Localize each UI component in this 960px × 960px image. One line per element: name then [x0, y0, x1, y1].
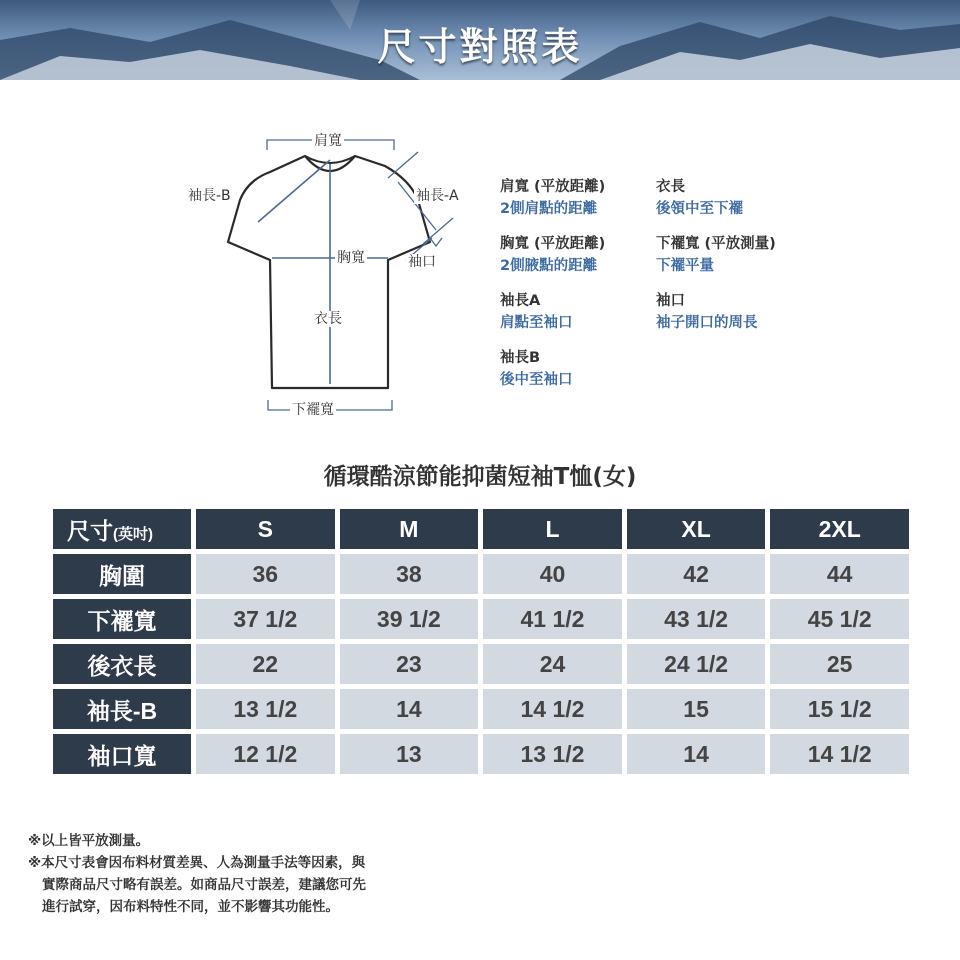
table-row [53, 554, 909, 594]
footnotes [28, 830, 498, 918]
table-cell: 13 [340, 734, 479, 774]
legend-sleeve-b [500, 347, 650, 391]
row-label: 下襬寬 [53, 599, 191, 639]
label-length: 衣長 [314, 311, 342, 327]
corner-unit: (英吋) [113, 525, 153, 543]
legend-term: 下襬寬 (平放測量) [656, 236, 776, 252]
label-hem: 下襬寬 [292, 402, 334, 418]
table-cell: 45 1/2 [770, 599, 909, 639]
legend-cuff [656, 290, 826, 334]
table-cell: 36 [196, 554, 335, 594]
size-header: M [340, 509, 479, 549]
legend-desc: 2側腋點的距離 [500, 258, 598, 274]
note-line: 進行試穿，因布料特性不同，並不影響其功能性。 [42, 899, 339, 915]
table-cell: 14 1/2 [770, 734, 909, 774]
tshirt-icon [180, 120, 480, 430]
table-cell: 23 [340, 644, 479, 684]
legend-desc: 下襬平量 [656, 258, 714, 274]
table-cell: 22 [196, 644, 335, 684]
table-cell: 15 [627, 689, 766, 729]
legend-term: 衣長 [656, 179, 685, 195]
table-cell: 38 [340, 554, 479, 594]
legend-term: 袖長A [500, 293, 541, 309]
legend-term: 袖長B [500, 350, 541, 366]
header-banner [0, 0, 960, 80]
legend-desc: 肩點至袖口 [500, 315, 573, 331]
table-cell: 15 1/2 [770, 689, 909, 729]
table-cell: 41 1/2 [483, 599, 622, 639]
banner-title: 尺寸對照表 [377, 25, 583, 69]
note-line: 實際商品尺寸略有誤差。如商品尺寸誤差，建議您可先 [42, 877, 366, 893]
legend-desc: 袖子開口的周長 [656, 315, 758, 331]
legend-sleeve-a [500, 290, 650, 334]
table-row [53, 689, 909, 729]
legend-chest [500, 233, 660, 277]
product-title: 循環酷涼節能抑菌短袖T恤(女) [323, 464, 637, 490]
legend-shoulder [500, 176, 660, 220]
label-cuff: 袖口 [408, 254, 436, 270]
table-cell: 24 [483, 644, 622, 684]
table-header-row [53, 509, 909, 549]
row-label: 袖長-B [53, 689, 191, 729]
table-cell: 14 [340, 689, 479, 729]
row-label: 胸圍 [53, 554, 191, 594]
table-cell: 14 [627, 734, 766, 774]
table-cell: 39 1/2 [340, 599, 479, 639]
label-chest: 胸寬 [337, 250, 365, 266]
note-line: ※本尺寸表會因布料材質差異、人為測量手法等因素，與 [28, 855, 366, 871]
legend-term: 肩寬 (平放距離) [500, 179, 606, 195]
table-cell: 14 1/2 [483, 689, 622, 729]
corner-header [53, 509, 191, 549]
table-row [53, 734, 909, 774]
table-cell: 13 1/2 [196, 689, 335, 729]
size-header: S [196, 509, 335, 549]
tshirt-measurement-diagram [180, 120, 480, 430]
table-cell: 42 [627, 554, 766, 594]
label-shoulder: 肩寬 [314, 133, 342, 149]
legend-desc: 2側肩點的距離 [500, 201, 598, 217]
table-cell: 44 [770, 554, 909, 594]
legend-desc: 後領中至下襬 [656, 201, 743, 217]
legend-term: 袖口 [656, 293, 685, 309]
table-row [53, 644, 909, 684]
corner-label: 尺寸 [67, 517, 113, 544]
legend-term: 胸寬 (平放距離) [500, 236, 606, 252]
note-line: ※以上皆平放測量。 [28, 833, 150, 849]
size-header: L [483, 509, 622, 549]
legend-desc: 後中至袖口 [500, 372, 573, 388]
size-header: XL [627, 509, 766, 549]
label-sleeve-b: 袖長-B [188, 188, 231, 204]
table-cell: 37 1/2 [196, 599, 335, 639]
size-header: 2XL [770, 509, 909, 549]
legend-length [656, 176, 806, 220]
table-cell: 24 1/2 [627, 644, 766, 684]
size-chart-table [48, 504, 914, 779]
table-cell: 13 1/2 [483, 734, 622, 774]
legend-hem [656, 233, 826, 277]
row-label: 袖口寬 [53, 734, 191, 774]
table-cell: 25 [770, 644, 909, 684]
table-cell: 12 1/2 [196, 734, 335, 774]
row-label: 後衣長 [53, 644, 191, 684]
table-row [53, 599, 909, 639]
table-cell: 40 [483, 554, 622, 594]
label-sleeve-a: 袖長-A [416, 188, 459, 204]
table-cell: 43 1/2 [627, 599, 766, 639]
